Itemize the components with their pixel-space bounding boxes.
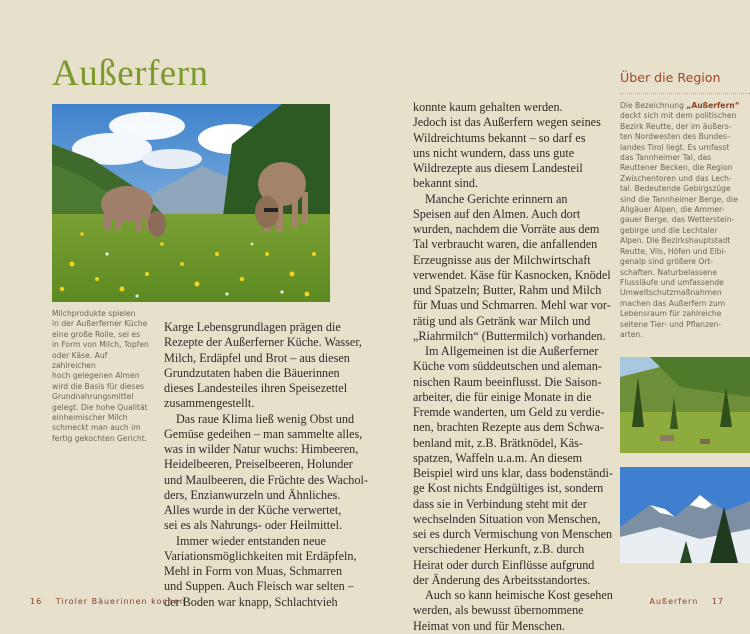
caption-line: fertig gekochten Gericht. (52, 433, 148, 443)
text-line: Wildreichtums bekannt – so darf es (413, 130, 586, 145)
text-line: zusammengestellt. (164, 396, 255, 411)
sidebar-line: gebirge und die Lechtaler (620, 225, 718, 235)
sidebar-line: Alpen. Die Bezirkshauptstadt (620, 236, 731, 246)
text-line: verschiedener Herkunft, z.B. durch (413, 542, 585, 557)
text-line: Manche Gerichte erinnern an (425, 191, 568, 206)
sidebar-line: ten Nordwesten des Bundes- (620, 132, 730, 142)
text-line: werden, als bewusst übernommene (413, 603, 584, 618)
text-line: Mehl in Form von Muas, Schmarren (164, 564, 343, 578)
text-line: Speisen auf den Almen. Auch dort (413, 206, 581, 221)
sidebar-line: schaften. Naturbelassene (620, 267, 717, 277)
text-line: für Muas und Schmarren. Mehl war vor- (413, 298, 611, 313)
caption-line: oder Käse. Auf zahlreichen (52, 350, 108, 371)
sidebar-first-line (620, 101, 748, 111)
sidebar-line: Umweltschutzmaßnahmen (620, 288, 722, 298)
text-line: „Riahrmilch“ (Buttermilch) vorhanden. (413, 328, 606, 343)
text-line: Gemüse gedeihen – man sammelte alles, (164, 426, 363, 441)
text-line: nen, brachten Rezepte aus dem Schwa- (413, 420, 604, 435)
text-line: nischen Raum beeinflusst. Die Saison- (413, 374, 602, 389)
caption-line: gelegt. Die hohe Qualität (52, 402, 148, 412)
sidebar-line: seltene Tier- und Pflanzen- (620, 319, 722, 329)
sidebar-line: arten. (620, 329, 643, 339)
text-line: Auch so kann heimische Kost gesehen (425, 588, 613, 602)
text-line: spatzen, Waffeln u.a.m. An diesem (413, 450, 583, 465)
sidebar-line: sind die Tannheimer Berge, die (620, 194, 738, 204)
text-line: und Spatzeln; Butter, Rahm und Milch (413, 283, 602, 297)
text-line: ders, Enzianwurzeln und Ähnliches. (164, 487, 341, 502)
chapter-name: Außerfern (649, 597, 699, 606)
caption-line: in Form von Milch, Topfen (52, 340, 149, 350)
text-line: Erzeugnisse aus der Milchwirtschaft (413, 252, 591, 267)
body-column-right (413, 100, 631, 634)
text-line: Das raue Klima ließ wenig Obst und (176, 411, 355, 426)
footer-left (30, 597, 186, 606)
book-title: Tiroler Bäuerinnen kochen (55, 597, 186, 606)
caption-line: in der Außerferner Küche (52, 319, 148, 329)
sidebar-line: Reuttener Becken, die Region (620, 163, 733, 173)
page-number-right: 17 (711, 597, 724, 606)
sidebar-line: Lebensraum für zahlreiche (620, 309, 722, 319)
page-title: Außerfern (52, 53, 209, 94)
text-line: benland mit, z.B. Brätknödel, Käs- (413, 435, 583, 450)
text-line: und Suppen. Auch Fleisch war selten – (164, 579, 354, 594)
caption-line: eine große Rolle, sei es (52, 329, 141, 339)
text-line: dieses Landesteiles ihren Speisezettel (164, 381, 348, 395)
text-line: Milch, Erdäpfel und Brot – aus diesen (164, 350, 350, 365)
sidebar-line: landes Tirol liegt. Es umfasst (620, 142, 730, 152)
text-line: Alles wurde in der Küche verwertet, (164, 503, 342, 517)
text-line: Karge Lebensgrundlagen prägen die (164, 320, 341, 334)
text-line: konnte kaum gehalten werden. (413, 100, 563, 114)
sidebar-line: machen das Außerfern zum (620, 298, 726, 308)
sidebar-line: das Tannheimer Tal, das (620, 153, 712, 163)
text-line: Rezepte der Außerferner Küche. Wasser, (164, 335, 362, 350)
text-line: Tal verbraucht waren, die anfallenden (413, 237, 598, 252)
caption-line: Milchprodukte spielen (52, 309, 136, 318)
text-line: bekannt sind. (413, 176, 478, 191)
caption-line: schmeckt man auch im (52, 423, 141, 433)
valley-forest-photo (620, 357, 750, 453)
text-line: Im Allgemeinen ist die Außerferner (425, 344, 599, 358)
sidebar-divider (620, 93, 750, 94)
text-line: sei es durch Vermischung von Menschen (413, 527, 613, 541)
text-line: Fremde wanderten, um Geld zu verdie- (413, 405, 605, 419)
snowy-mountains-photo (620, 467, 750, 563)
sidebar-line: Zwischentoren und das Lech- (620, 173, 732, 183)
photo-caption (52, 309, 152, 444)
text-line: uns nicht wundern, dass uns gute (413, 145, 575, 160)
text-line: wurden, nachdem die Vorräte aus dem (413, 222, 600, 236)
cows-meadow-photo (52, 104, 330, 302)
page-number-left: 16 (30, 597, 43, 606)
text-line: Heirat oder durch Einflüsse aufgrund (413, 557, 595, 572)
caption-line: hoch gelegenen Almen (52, 371, 140, 381)
caption-line: wird die Basis für dieses (52, 381, 145, 391)
sidebar-body (620, 101, 748, 340)
footer-right (650, 597, 724, 606)
sidebar-line: gauer Berge, das Wetterstein- (620, 215, 735, 225)
text-line: und Maulbeeren, die Früchte des Wachol- (164, 472, 368, 487)
text-line: was in wilder Natur wuchs: Himbeeren, (164, 442, 359, 456)
text-line: Heidelbeeren, Preiselbeeren, Holunder (164, 457, 353, 472)
sidebar-line: Reutte, Vils, Höfen und Elbi- (620, 246, 727, 256)
text-line: Immer wieder entstanden neue (176, 533, 326, 548)
text-line: dass sie in Verbindung steht mit der (413, 496, 587, 511)
text-line: sei es als Nahrungs- oder Heilmittel. (164, 518, 343, 533)
sidebar-line: Bezirk Reutte, der im äußers- (620, 121, 732, 131)
sidebar-line: deckt sich mit dem politischen (620, 111, 737, 121)
text-line: rätig und als Getränk war Milch und (413, 313, 591, 328)
text-line: verwendet. Käse für Kasnocken, Knödel (413, 267, 611, 282)
text-line: arbeiter, die für einige Monate in die (413, 389, 592, 404)
body-column-left (164, 320, 382, 610)
text-line: der Änderung des Arbeitsstandortes. (413, 572, 591, 587)
text-line: ge Kost nichts Endgültiges ist, sondern (413, 481, 604, 496)
caption-line: einheimischer Milch (52, 413, 128, 423)
text-line: Jedoch ist das Außerfern wegen seines (413, 115, 601, 130)
sidebar-bold-term: „Außerfern“ (686, 101, 740, 110)
sidebar-line: Flussläufe und umfassende (620, 277, 724, 287)
text-line: der Boden war knapp, Schlachtvieh (164, 594, 338, 609)
text-line: wechselnden Situation von Menschen, (413, 511, 601, 526)
text-line: Wildrezepte aus diesem Landesteil (413, 161, 583, 175)
sidebar-intro: Die Bezeichnung (620, 101, 687, 110)
sidebar-line: genalp sind größere Ort- (620, 257, 714, 267)
text-line: Variationsmöglichkeiten mit Erdäpfeln, (164, 548, 357, 563)
text-line: Beispiel wird uns klar, dass bodenständi- (413, 466, 613, 480)
sidebar-heading: Über die Region (620, 70, 721, 85)
text-line: Küche vom süddeutschen und aleman- (413, 359, 602, 374)
sidebar-line: tal. Bedeutende Gebirgszüge (620, 184, 731, 194)
caption-line: Grundnahrungsmittel (52, 392, 134, 402)
text-line: Grundzutaten haben die Bäuerinnen (164, 365, 340, 380)
text-line: Heimat von und für Menschen. (413, 618, 565, 633)
sidebar-line: Allgäuer Alpen, die Ammer- (620, 205, 725, 215)
